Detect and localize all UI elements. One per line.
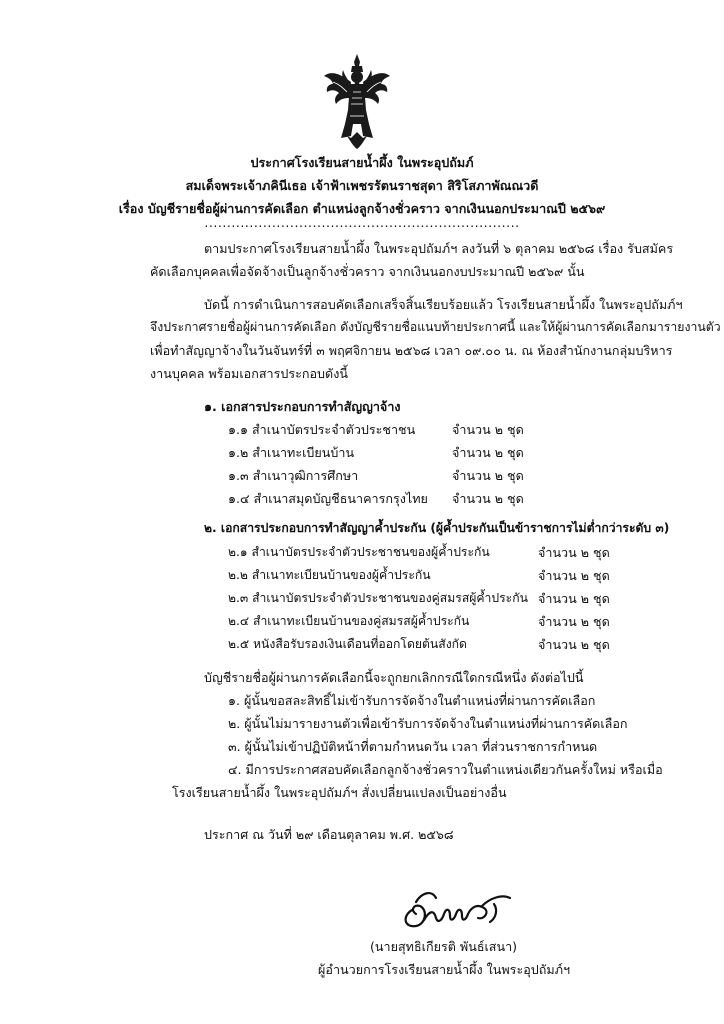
section1-item <box>228 466 358 486</box>
section1-item-qty: จำนวน ๒ ชุด <box>452 422 524 437</box>
section1-heading: ๑. เอกสารประกอบการทำสัญญาจ้าง <box>204 399 401 414</box>
para2-line1: บัดนี้ การดำเนินการสอบคัดเลือกเสร็จสิ้นเรียบร้อยแล้ว โรงเรียนสายน้ำผึ้ง ในพระอุปถัมภ์ฯ <box>204 297 683 312</box>
para2-line3: เพื่อทำสัญญาจ้างในวันจันทร์ที่ ๓ พฤศจิกายน ๒๕๖๘ เวลา ๐๙.๐๐ น. ณ ห้องสำนักงานกลุ่มบริหาร <box>150 343 673 358</box>
para2-line4: งานบุคคล พร้อมเอกสารประกอบดังนี้ <box>150 366 348 381</box>
section1-item-qty: จำนวน ๒ ชุด <box>452 445 524 460</box>
announcement-date: ประกาศ ณ วันที่ ๒๙ เดือนตุลาคม พ.ศ. ๒๕๖๘ <box>204 827 454 842</box>
garuda-emblem-icon <box>323 52 391 150</box>
item-label: ๑.๓ สำเนาวุฒิการศึกษา <box>228 468 359 483</box>
cancellation-item: ๓. ผู้นั้นไม่เข้าปฏิบัติหน้าที่ตามกำหนดวัน เวลา ที่ส่วนราชการกำหนด <box>228 739 598 754</box>
section1-item <box>228 443 354 463</box>
signatory-name: (นายสุทธิเกียรติ พันธ์เสนา) <box>370 939 518 954</box>
subject-line: เรื่อง บัญชีรายชื่อผู้ผ่านการคัดเลือก ตำแหน่งลูกจ้างชั่วคราว จากเงินนอกประมาณปี ๒๕๖๙ <box>118 201 606 216</box>
title-line-1: ประกาศโรงเรียนสายน้ำผึ้ง ในพระอุปถัมภ์ <box>250 155 474 170</box>
section1-item <box>228 420 415 440</box>
item-label: ๑.๑ สำเนาบัตรประจำตัวประชาชน <box>228 422 416 437</box>
section2-item: ๒.๒ สำเนาทะเบียนบ้านของผู้ค้ำประกัน <box>228 568 431 582</box>
section1-item-qty: จำนวน ๒ ชุด <box>452 491 524 506</box>
cancellation-item: ๑. ผู้นั้นขอสละสิทธิ์ไม่เข้ารับการจัดจ้างในตำแหน่งที่ผ่านการคัดเลือก <box>228 693 596 708</box>
cancellation-item-continued: โรงเรียนสายน้ำผึ้ง ในพระอุปถัมภ์ฯ สั่งเปลี่ยนแปลงเป็นอย่างอื่น <box>172 785 507 800</box>
separator-line: ...................................................................... <box>204 215 520 230</box>
cancellation-item: ๒. ผู้นั้นไม่มารายงานตัวเพื่อเข้ารับการจัดจ้างในตำแหน่งที่ผ่านการคัดเลือก <box>228 716 628 731</box>
section2-item-qty: จำนวน ๒ ชุด <box>538 614 610 629</box>
section1-item-qty: จำนวน ๒ ชุด <box>452 468 524 483</box>
section2-item: ๒.๔ สำเนาทะเบียนบ้านของคู่สมรสผู้ค้ำประกัน <box>228 614 470 628</box>
cancellation-intro: บัญชีรายชื่อผู้ผ่านการคัดเลือกนี้จะถูกยกเลิกกรณีใดกรณีหนึ่ง ดังต่อไปนี้ <box>204 670 584 685</box>
item-label: ๑.๔ สำเนาสมุดบัญชีธนาคารกรุงไทย <box>228 491 428 506</box>
signatory-position: ผู้อำนวยการโรงเรียนสายน้ำผึ้ง ในพระอุปถัมภ์ฯ <box>318 962 571 977</box>
title-line-2: สมเด็จพระเจ้าภคินีเธอ เจ้าฟ้าเพชรรัตนราชสุดา สิริโสภาพัณณวดี <box>185 178 539 193</box>
section2-item-qty: จำนวน ๒ ชุด <box>538 591 610 606</box>
section2-item-qty: จำนวน ๒ ชุด <box>538 637 610 652</box>
section2-item: ๒.๓ สำเนาบัตรประจำตัวประชาชนของคู่สมรสผู้ค้ำประกัน <box>228 591 528 605</box>
section2-heading: ๒. เอกสารประกอบการทำสัญญาค้ำประกัน (ผู้ค้ำประกันเป็นข้าราชการไม่ต่ำกว่าระดับ ๓) <box>204 521 670 535</box>
para1-line2: คัดเลือกบุคคลเพื่อจัดจ้างเป็นลูกจ้างชั่วคราว จากเงินนอกงบประมาณปี ๒๕๖๙ นั้น <box>150 264 585 279</box>
cancellation-item: ๔. มีการประกาศสอบคัดเลือกลูกจ้างชั่วคราวในตำแหน่งเดียวกันครั้งใหม่ หรือเมื่อ <box>228 762 663 777</box>
section2-item-qty: จำนวน ๒ ชุด <box>538 545 610 560</box>
handwritten-signature <box>398 880 514 934</box>
para1-line1: ตามประกาศโรงเรียนสายน้ำผึ้ง ในพระอุปถัมภ์ฯ ลงวันที่ ๖ ตุลาคม ๒๕๖๘ เรื่อง รับสมัคร <box>204 241 674 256</box>
section2-item: ๒.๕ หนังสือรับรองเงินเดือนที่ออกโดยต้นสังกัด <box>228 637 467 651</box>
section1-item <box>228 489 428 509</box>
para2-line2: จึงประกาศรายชื่อผู้ผ่านการคัดเลือก ดังบัญชีรายชื่อแนบท้ายประกาศนี้ และให้ผู้ผ่านการคัดเลือกมารายงานตัว <box>150 320 721 334</box>
section2-item: ๒.๑ สำเนาบัตรประจำตัวประชาชนของผู้ค้ำประกัน <box>228 545 490 559</box>
section2-item-qty: จำนวน ๒ ชุด <box>538 568 610 583</box>
item-label: ๑.๒ สำเนาทะเบียนบ้าน <box>228 445 355 460</box>
